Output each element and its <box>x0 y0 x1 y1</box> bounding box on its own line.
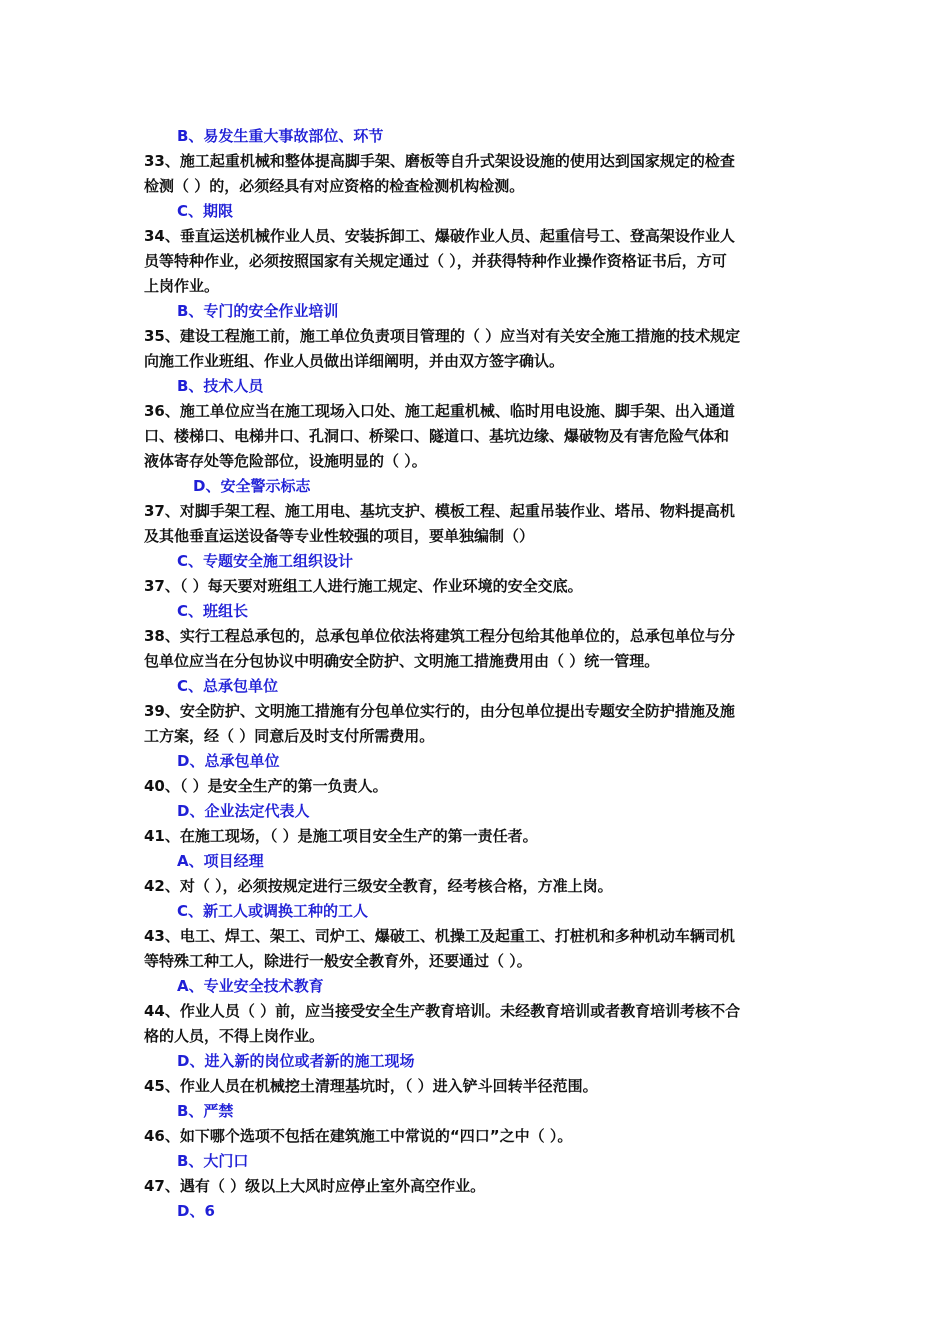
answer-line: C、新工人或调换工种的工人 <box>177 902 369 920</box>
question-text-line: 格的人员，不得上岗作业。 <box>144 1027 325 1045</box>
question-text-line: 41、在施工现场，（ ）是施工项目安全生产的第一责任者。 <box>144 827 538 845</box>
question-text-line: 47、遇有（ ）级以上大风时应停止室外高空作业。 <box>144 1177 486 1195</box>
question-text-line: 向施工作业班组、作业人员做出详细阐明，并由双方签字确认。 <box>144 352 565 370</box>
question-text-line: 36、施工单位应当在施工现场入口处、施工起重机械、临时用电设施、脚手架、出入通道 <box>144 402 735 420</box>
answer-line: B、易发生重大事故部位、环节 <box>177 127 384 145</box>
answer-line: D、6 <box>177 1202 215 1220</box>
question-text-line: 35、建设工程施工前，施工单位负责项目管理的（ ）应当对有关安全施工措施的技术规定 <box>144 327 741 345</box>
answer-line: B、大门口 <box>177 1152 249 1170</box>
question-text-line: 39、安全防护、文明施工措施有分包单位实行的，由分包单位提出专题安全防护措施及施 <box>144 702 735 720</box>
answer-line: D、安全警示标志 <box>193 477 311 495</box>
answer-line: B、专门的安全作业培训 <box>177 302 339 320</box>
question-text-line: 员等特种作业，必须按照国家有关规定通过（ ），并获得特种作业操作资格证书后，方可 <box>144 252 727 270</box>
question-text-line: 检测（ ）的，必须经具有对应资格的检查检测机构检测。 <box>144 177 525 195</box>
question-text-line: 37、对脚手架工程、施工用电、基坑支护、模板工程、起重吊装作业、塔吊、物料提高机 <box>144 502 735 520</box>
answer-line: D、总承包单位 <box>177 752 280 770</box>
question-text-line: 上岗作业。 <box>144 277 220 295</box>
question-text-line: 46、如下哪个选项不包括在建筑施工中常说的“四口”之中（ ）。 <box>144 1127 573 1145</box>
answer-line: C、期限 <box>177 202 234 220</box>
question-text-line: 45、作业人员在机械挖土清理基坑时，（ ）进入铲斗回转半径范围。 <box>144 1077 598 1095</box>
question-text-line: 及其他垂直运送设备等专业性较强的项目，要单独编制（） <box>144 527 535 545</box>
question-text-line: 等特殊工种工人，除进行一般安全教育外，还要通过（ ）。 <box>144 952 532 970</box>
answer-line: B、技术人员 <box>177 377 264 395</box>
question-text-line: 43、电工、焊工、架工、司炉工、爆破工、机操工及起重工、打桩机和多种机动车辆司机 <box>144 927 735 945</box>
question-text-line: 工方案，经（ ）同意后及时支付所需费用。 <box>144 727 435 745</box>
question-text-line: 33、施工起重机械和整体提高脚手架、磨板等自升式架设设施的使用达到国家规定的检查 <box>144 152 735 170</box>
answer-line: D、企业法定代表人 <box>177 802 310 820</box>
answer-line: C、专题安全施工组织设计 <box>177 552 354 570</box>
question-text-line: 37、（ ）每天要对班组工人进行施工规定、作业环境的安全交底。 <box>144 577 583 595</box>
answer-line: B、严禁 <box>177 1102 234 1120</box>
question-text-line: 40、（ ）是安全生产的第一负责人。 <box>144 777 388 795</box>
answer-line: A、专业安全技术教育 <box>177 977 324 995</box>
question-text-line: 34、垂直运送机械作业人员、安装拆卸工、爆破作业人员、起重信号工、登高架设作业人 <box>144 227 735 245</box>
question-text-line: 包单位应当在分包协议中明确安全防护、文明施工措施费用由（ ）统一管理。 <box>144 652 660 670</box>
question-text-line: 44、作业人员（ ）前，应当接受安全生产教育培训。未经教育培训或者教育培训考核不合 <box>144 1002 741 1020</box>
question-text-line: 液体寄存处等危险部位，设施明显的（ ）。 <box>144 452 427 470</box>
answer-line: A、项目经理 <box>177 852 264 870</box>
question-text-line: 口、楼梯口、电梯井口、孔洞口、桥梁口、隧道口、基坑边缘、爆破物及有害危险气体和 <box>144 427 730 445</box>
question-text-line: 42、对（ ），必须按规定进行三级安全教育，经考核合格，方准上岗。 <box>144 877 613 895</box>
question-answer-list <box>144 124 810 1224</box>
answer-line: C、总承包单位 <box>177 677 279 695</box>
answer-line: D、进入新的岗位或者新的施工现场 <box>177 1052 415 1070</box>
question-text-line: 38、实行工程总承包的，总承包单位依法将建筑工程分包给其他单位的，总承包单位与分 <box>144 627 735 645</box>
answer-line: C、班组长 <box>177 602 249 620</box>
